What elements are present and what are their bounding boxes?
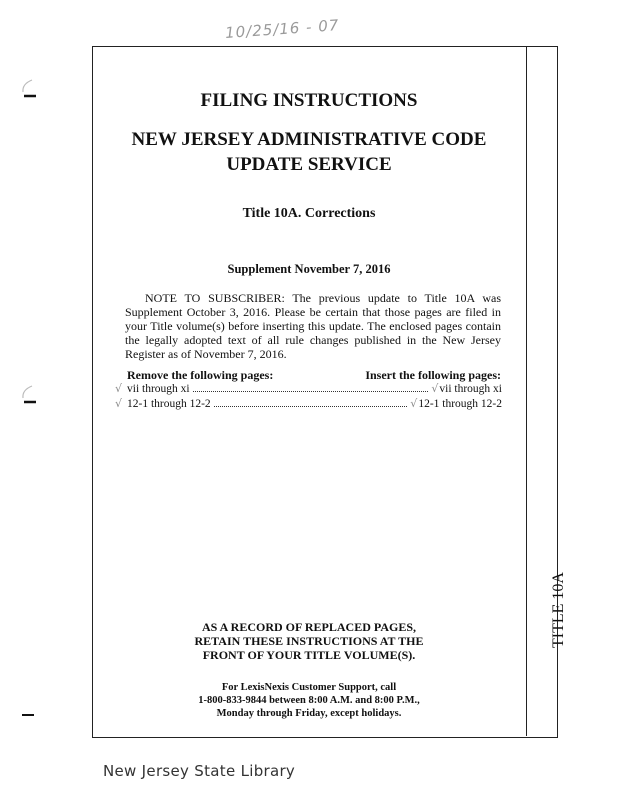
code-heading-line1: NEW JERSEY ADMINISTRATIVE CODE xyxy=(131,129,487,150)
code-heading-line2: UPDATE SERVICE xyxy=(226,154,392,175)
table-row xyxy=(115,382,502,395)
remove-header: Remove the following pages: xyxy=(127,368,274,382)
record-line1: AS A RECORD OF REPLACED PAGES, xyxy=(201,620,417,634)
check-mark-icon: √ xyxy=(115,397,123,410)
remove-pages: vii through xi xyxy=(127,383,190,395)
sidebar-divider xyxy=(526,46,527,736)
code-heading xyxy=(92,127,526,177)
remove-pages: 12-1 through 12-2 xyxy=(127,398,211,410)
punch-hole-middle xyxy=(18,384,40,410)
supplement-date: Supplement November 7, 2016 xyxy=(227,262,391,276)
support-line2: 1-800-833-9844 between 8:00 A.M. and 8:00 P.M., xyxy=(198,695,420,706)
table-row xyxy=(115,397,502,410)
dot-leader xyxy=(214,406,408,407)
customer-support xyxy=(92,681,526,720)
insert-pages: 12-1 through 12-2 xyxy=(418,398,502,410)
insert-header: Insert the following pages: xyxy=(365,368,501,382)
record-line3: FRONT OF YOUR TITLE VOLUME(S). xyxy=(202,648,416,662)
support-line1: For LexisNexis Customer Support, call xyxy=(221,682,397,693)
dot-leader xyxy=(193,391,429,392)
filing-instructions-heading: FILING INSTRUCTIONS xyxy=(200,90,418,111)
record-notice xyxy=(92,620,526,662)
check-mark-icon: √ xyxy=(410,397,418,410)
margin-mark xyxy=(22,714,34,716)
check-mark-icon: √ xyxy=(115,382,123,395)
support-line3: Monday through Friday, except holidays. xyxy=(216,708,402,719)
subscriber-note: NOTE TO SUBSCRIBER: The previous update to Title 10A was Supplement October 3, 2016. Please be certain that those pages are filed in your Title volume(s) before inserting this update. The enclosed pages contain the legally adopted text of all rule changes published in the New Jersey Register as of November 7, 2016. xyxy=(125,291,501,361)
punch-hole-top xyxy=(18,78,40,104)
handwritten-note: 10/25/16 - 07 xyxy=(224,16,340,42)
check-mark-icon: √ xyxy=(431,382,439,395)
record-line2: RETAIN THESE INSTRUCTIONS AT THE xyxy=(194,634,424,648)
insert-pages: vii through xi xyxy=(439,383,502,395)
title-name: Title 10A. Corrections xyxy=(242,206,376,221)
side-title-label: TITLE 10A xyxy=(550,572,567,648)
library-stamp: New Jersey State Library xyxy=(103,762,296,780)
